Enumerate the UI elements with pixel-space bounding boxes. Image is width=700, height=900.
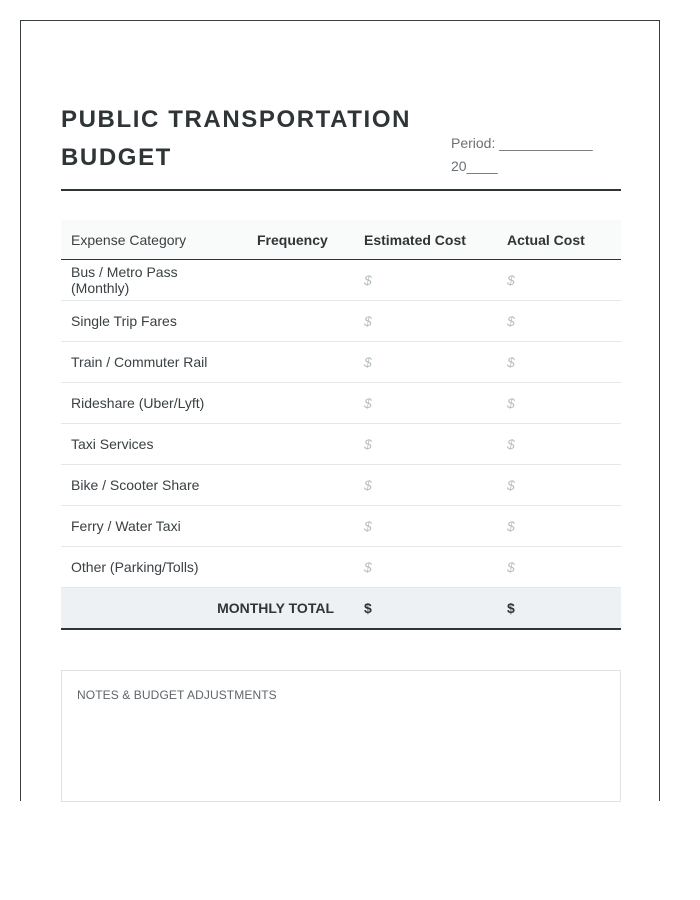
column-header-frequency: Frequency xyxy=(247,220,354,260)
category-cell: Single Trip Fares xyxy=(61,301,247,342)
notes-label: NOTES & BUDGET ADJUSTMENTS xyxy=(77,688,277,702)
actual-cost-cell[interactable]: $ xyxy=(497,465,621,506)
estimated-cost-cell[interactable]: $ xyxy=(354,301,497,342)
frequency-cell[interactable] xyxy=(247,301,354,342)
actual-cost-cell[interactable]: $ xyxy=(497,342,621,383)
frequency-cell[interactable] xyxy=(247,342,354,383)
document-header xyxy=(61,101,621,191)
actual-cost-cell[interactable]: $ xyxy=(497,424,621,465)
total-label: MONTHLY TOTAL xyxy=(61,588,354,630)
total-actual-cell[interactable]: $ xyxy=(497,588,621,630)
total-row xyxy=(61,588,621,630)
actual-cost-cell[interactable]: $ xyxy=(497,260,621,301)
frequency-cell[interactable] xyxy=(247,506,354,547)
table-row xyxy=(61,547,621,588)
column-header-category: Expense Category xyxy=(61,220,247,260)
document-page xyxy=(20,20,660,801)
table-row xyxy=(61,301,621,342)
notes-box[interactable] xyxy=(61,670,621,802)
estimated-cost-cell[interactable]: $ xyxy=(354,260,497,301)
frequency-cell[interactable] xyxy=(247,383,354,424)
table-row xyxy=(61,342,621,383)
frequency-cell[interactable] xyxy=(247,547,354,588)
actual-cost-cell[interactable]: $ xyxy=(497,547,621,588)
year-line: 20____ xyxy=(451,158,498,174)
category-cell: Train / Commuter Rail xyxy=(61,342,247,383)
actual-cost-cell[interactable]: $ xyxy=(497,301,621,342)
category-cell: Taxi Services xyxy=(61,424,247,465)
frequency-cell[interactable] xyxy=(247,260,354,301)
category-cell: Bus / Metro Pass (Monthly) xyxy=(61,260,247,301)
frequency-cell[interactable] xyxy=(247,424,354,465)
estimated-cost-cell[interactable]: $ xyxy=(354,424,497,465)
estimated-cost-cell[interactable]: $ xyxy=(354,342,497,383)
frequency-cell[interactable] xyxy=(247,465,354,506)
table-row xyxy=(61,383,621,424)
category-cell: Bike / Scooter Share xyxy=(61,465,247,506)
table-row xyxy=(61,465,621,506)
estimated-cost-cell[interactable]: $ xyxy=(354,506,497,547)
category-cell: Ferry / Water Taxi xyxy=(61,506,247,547)
estimated-cost-cell[interactable]: $ xyxy=(354,383,497,424)
table-row xyxy=(61,424,621,465)
table-row xyxy=(61,260,621,301)
category-cell: Other (Parking/Tolls) xyxy=(61,547,247,588)
period-line: Period: ____________ xyxy=(451,135,593,151)
estimated-cost-cell[interactable]: $ xyxy=(354,465,497,506)
category-cell: Rideshare (Uber/Lyft) xyxy=(61,383,247,424)
estimated-cost-cell[interactable]: $ xyxy=(354,547,497,588)
period-field xyxy=(451,132,621,178)
column-header-actual: Actual Cost xyxy=(497,220,621,260)
total-estimated-cell[interactable]: $ xyxy=(354,588,497,630)
table-row xyxy=(61,506,621,547)
table-header-row xyxy=(61,220,621,260)
actual-cost-cell[interactable]: $ xyxy=(497,383,621,424)
budget-table xyxy=(61,220,621,630)
page-title: PUBLIC TRANSPORTATION BUDGET xyxy=(61,106,412,171)
actual-cost-cell[interactable]: $ xyxy=(497,506,621,547)
column-header-estimated: Estimated Cost xyxy=(354,220,497,260)
